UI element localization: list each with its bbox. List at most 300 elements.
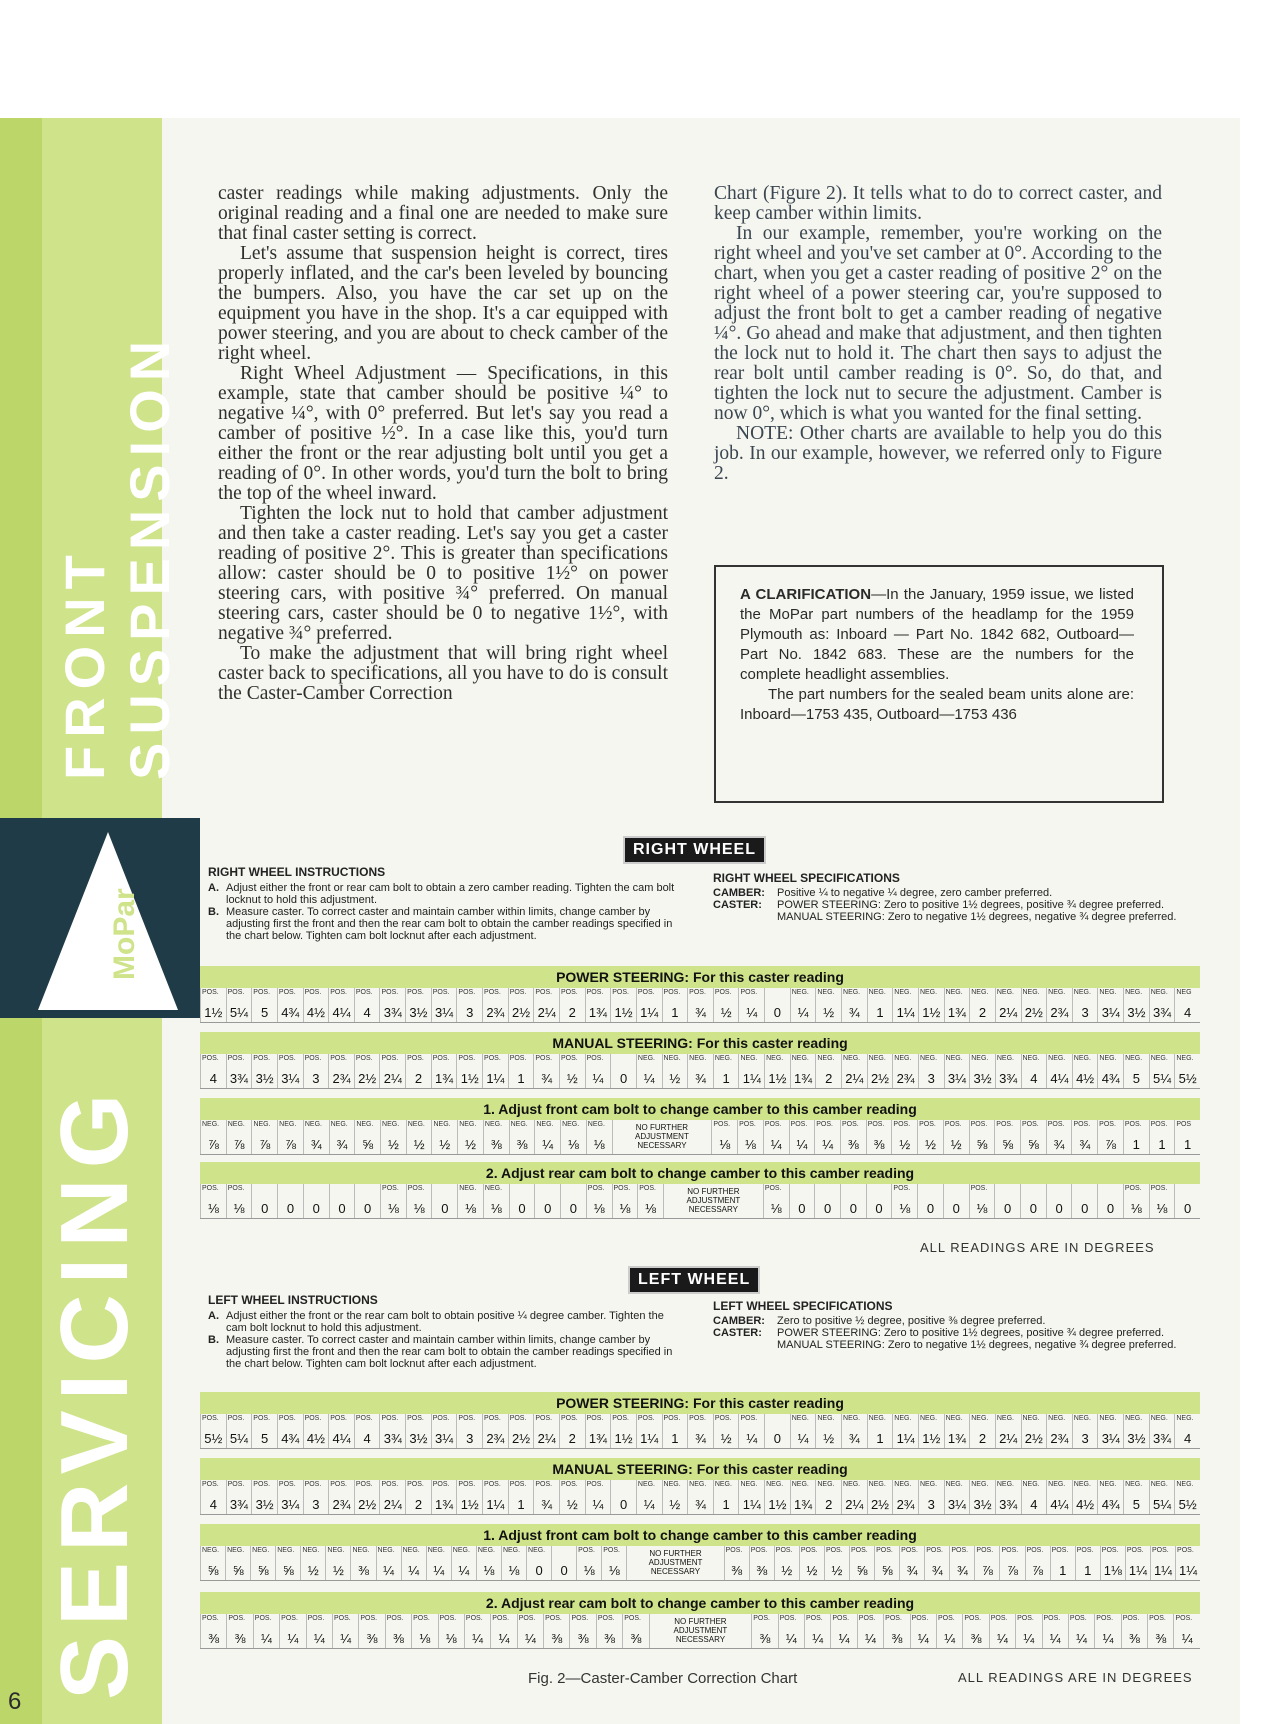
cell-value: 2¼ [999,1005,1018,1020]
cell-sign: NEG. [330,1121,348,1128]
camber-spec: Zero to positive ½ degree, positive ⅜ degree preferred. [777,1315,1046,1327]
cell-value: 0 [875,1201,883,1216]
chart-cell [711,1120,737,1154]
cell-value: 3 [312,1071,320,1086]
paragraph: Chart (Figure 2). It tells what to do to correct caster, and keep camber within limits. [714,183,1162,224]
cell-sign: NEG. [945,1481,963,1488]
cell-sign: POS. [509,1415,527,1422]
cell-value: 2 [825,1497,833,1512]
chart-cell [379,988,405,1022]
chart-cell [1097,1480,1123,1514]
cell-value: ¼ [1102,1631,1114,1646]
chart-cell [687,1414,713,1448]
cell-sign: NEG. [1022,1415,1040,1422]
cell-sign: POS. [278,1415,296,1422]
chart-cell [724,1546,749,1580]
cell-value: ⅞ [1105,1137,1116,1152]
chart-cell [636,1414,662,1448]
cell-value: 0 [1184,1201,1192,1216]
cell-sign: NEG. [356,1121,374,1128]
cell-sign: NEG. [919,989,938,996]
cell-value: ⅞ [285,1137,296,1152]
cell-sign: NEG. [766,1055,784,1062]
clarification-text: —In the January, 1959 issue, we listed the MoPar part numbers of the headlamp for the 1959 Plymouth as: Inboard — Part No. 1842 682, Outboard—Part No. 1842 683. These are the numbers for the complete headlight assemblies. [740,586,1135,683]
chart-cell [586,1184,612,1218]
cell-value: ¼ [746,1431,758,1446]
chart-cell [866,1184,892,1218]
chart-cell [303,1054,329,1088]
cell-sign: NEG. [843,989,861,996]
chart-cell [1021,1054,1047,1088]
cell-sign: POS. [964,1615,982,1622]
cell-sign: POS. [764,1185,782,1192]
cell-value: ¼ [785,1631,797,1646]
cell-sign: POS. [885,1615,902,1622]
readings-note: ALL READINGS ARE IN DEGREES [920,1240,1155,1255]
cell-value: ⅝ [856,1563,868,1578]
chart-cell [385,1614,411,1648]
chart-cell [277,1480,303,1514]
chart-cell [918,1054,944,1088]
chart-cell [457,1120,483,1154]
cell-sign: NEG. [817,1481,835,1488]
cell-value: 4¾ [281,1005,300,1020]
cell-sign: NEG. [868,989,886,996]
section-header: POWER STEERING: For this caster reading [200,966,1200,988]
chart-cell [456,1480,482,1514]
cell-value: 3¾ [383,1005,402,1020]
chart-cell [883,1614,909,1648]
chart-cell [303,988,329,1022]
chart-cell [277,1054,303,1088]
chart-cell [790,1054,816,1088]
cell-value: ½ [413,1137,425,1152]
cell-value: 0 [952,1201,960,1216]
chart-cell [438,1614,464,1648]
cell-sign: POS. [330,1481,347,1488]
cell-value: 0 [1004,1201,1012,1216]
cell-sign: POS. [202,1481,219,1488]
cell-value: 5 [1132,1071,1140,1086]
cell-sign: POS. [876,1547,893,1554]
readings-row [200,1546,1200,1581]
chart-cell [799,1546,824,1580]
cell-value: 2 [568,1005,576,1020]
chart-cell [713,1054,739,1088]
cell-value: 0 [798,1201,806,1216]
cell-sign: NEG. [407,1121,425,1128]
cell-value: ⅝ [207,1563,219,1578]
chart-cell [1149,1054,1175,1088]
cell-sign: NEG. [402,1547,420,1554]
cell-sign: NEG. [843,1415,861,1422]
chart-cell [918,1414,944,1448]
cell-value: ⅛ [413,1201,425,1216]
chart-cell [551,1546,576,1580]
cell-sign: NEG. [894,1481,912,1488]
chart-cell [200,1614,226,1648]
left-power-steering [200,1392,1200,1449]
chart-cell [814,1120,840,1154]
cell-value: 2¼ [845,1071,864,1086]
section-header: POWER STEERING: For this caster reading [200,1392,1200,1414]
cell-value: 1½ [922,1431,941,1446]
cell-value: ⅜ [234,1631,246,1646]
cell-value: ¼ [822,1137,834,1152]
cell-sign: NEG. [1048,1055,1066,1062]
cell-value: 3½ [973,1497,992,1512]
chart-cell [749,1546,774,1580]
clarification-lead: A CLARIFICATION [740,586,872,603]
cell-value: 5 [1132,1497,1140,1512]
cell-value: ⅜ [551,1631,563,1646]
cell-sign: POS. [407,1415,424,1422]
cell-value: ¼ [1076,1631,1088,1646]
chart-cell [1072,1414,1098,1448]
cell-value: 2¼ [383,1497,402,1512]
cell-sign: POS. [1150,1121,1168,1128]
cell-value: ¼ [542,1137,554,1152]
cell-value: 4 [209,1497,217,1512]
cell-sign: NEG. [1099,1415,1117,1422]
cell-sign: POS. [458,1055,476,1062]
chart-cell [1097,1184,1123,1218]
chart-cell [790,1480,816,1514]
cell-value: 0 [560,1563,568,1578]
right-wheel-instructions [208,866,680,942]
cell-value: 2 [978,1005,987,1020]
cell-value: ⅛ [770,1201,782,1216]
chart-cell [857,1614,883,1648]
chart-cell [585,1414,611,1448]
chart-cell [411,1614,437,1648]
cell-sign: POS. [901,1547,918,1554]
cell-value: 4 [1030,1071,1038,1086]
cell-sign: NEG. [894,989,912,996]
chart-cell [559,1414,585,1448]
cell-value: 4½ [306,1431,325,1446]
cell-value: 3 [1081,1431,1089,1446]
chart-cell [1068,1614,1094,1648]
chart-cell [300,1546,325,1580]
chart-cell [559,988,585,1022]
cell-value: 2 [825,1071,833,1086]
chart-cell [508,1054,534,1088]
paragraph: Tighten the lock nut to hold that camber adjustment and then take a caster reading. Let's say you get a caster reading of positive 2°. This is greater than specifications allow: caster should be 0 to positive 1½° on power steering cars, with positive ¾° preferred. On manual steering cars, caster should be 0 to negative 1½°, with negative ¾° preferred. [218,503,668,644]
chart-cell [840,1120,866,1154]
cell-value: 1¾ [947,1005,966,1020]
chart-cell [1072,988,1098,1022]
cell-sign: POS. [1026,1547,1044,1554]
cell-value: 2¾ [486,1005,505,1020]
cell-sign: POS. [1122,1615,1140,1622]
cell-value: 4 [1184,1431,1192,1446]
chart-cell [405,1414,431,1448]
cell-sign: POS. [1022,1121,1039,1128]
cell-sign: POS. [281,1615,298,1622]
cell-value: 1 [876,1431,884,1446]
chart-cell [944,988,970,1022]
cell-sign: NEG. [1048,1415,1066,1422]
cell-value: 1½ [460,1071,479,1086]
cell-value: 4¾ [281,1431,300,1446]
instructions-title: RIGHT WHEEL INSTRUCTIONS [208,865,386,879]
cell-value: 5¼ [1152,1071,1172,1086]
cell-value: ⅛ [568,1137,579,1152]
cell-sign: POS. [637,1415,655,1422]
page-number: 6 [8,1688,22,1715]
cell-sign: POS. [832,1615,850,1622]
chart-cell [814,1184,840,1218]
chart-cell [482,1054,508,1088]
cell-value: 1½ [204,1005,223,1020]
instruction-a: Adjust either the front or rear cam bolt to obtain a zero camber reading. Tighten the cam bolt locknut to hold this adjustment. [226,882,675,906]
cell-sign: NEG. [536,1121,554,1128]
cell-value: 3½ [409,1431,428,1446]
cell-sign: POS. [545,1615,562,1622]
cell-sign: POS. [227,989,245,996]
cell-sign: POS. [202,1055,219,1062]
cell-sign: POS. [355,1055,373,1062]
chart-cell [1046,988,1072,1022]
section-header: 2. Adjust rear cam bolt to change camber to this camber reading [200,1592,1200,1614]
cell-value: ½ [806,1563,818,1578]
cell-value: 0 [1106,1201,1115,1216]
chart-cell [464,1614,490,1648]
cell-value: ⅞ [1007,1563,1018,1578]
cell-value: ½ [950,1137,962,1152]
chart-cell [713,988,739,1022]
chart-cell [1174,988,1200,1022]
cell-sign: POS. [587,1185,605,1192]
chart-cell [303,1414,329,1448]
chart-cell [1174,1184,1200,1218]
cell-value: ¼ [498,1631,510,1646]
cell-value: 1½ [614,1431,633,1446]
chart-cell [841,1414,867,1448]
cell-value: 4 [1184,1005,1192,1020]
chart-cell [1050,1546,1075,1580]
chart-cell [1121,1614,1147,1648]
cell-value: 3¼ [1101,1005,1120,1020]
cell-sign: POS. [603,1547,620,1554]
cell-value: 2½ [358,1497,377,1512]
chart-cell [824,1546,849,1580]
cell-sign: POS. [330,1415,347,1422]
cell-sign: POS. [458,1481,476,1488]
cell-sign: POS. [407,1481,424,1488]
cell-sign: NEG. [202,1547,220,1554]
cell-sign: POS. [800,1547,818,1554]
cell-value: 3 [466,1431,474,1446]
chart-cell [1149,988,1175,1022]
cell-sign: POS. [278,1481,296,1488]
cell-value: ¼ [796,1137,808,1152]
cell-sign: POS. [919,1121,936,1128]
cell-sign: POS. [689,1415,706,1422]
chart-cell [328,1480,354,1514]
cell-sign: POS. [867,1121,885,1128]
chart-cell [1046,1054,1072,1088]
chart-cell [350,1546,375,1580]
chart-cell [405,1054,431,1088]
cell-sign: NEG. [894,1055,912,1062]
cell-sign: NEG. [1150,989,1168,996]
step-label: A. [208,882,219,894]
right-rear-bolt [200,1162,1200,1219]
chart-cell [277,1184,303,1218]
chart-cell [1097,1120,1123,1154]
chart-cell [790,1414,816,1448]
chart-cell [1097,1054,1123,1088]
left-wheel-instructions [208,1294,680,1370]
cell-sign: POS. [278,1055,296,1062]
cell-value: 3¼ [435,1005,454,1020]
readings-row [200,1414,1200,1449]
chart-cell [329,1184,355,1218]
cell-value: ⅛ [1130,1201,1142,1216]
cell-value: 0 [312,1201,320,1216]
specifications-title: RIGHT WHEEL SPECIFICATIONS [713,871,900,885]
chart-cell [279,1614,305,1648]
chart-cell [969,1184,995,1218]
chart-cell [764,1414,790,1448]
cell-sign: NEG. [689,1055,707,1062]
cell-sign: POS. [951,1547,969,1554]
cell-value: 1¼ [1153,1563,1173,1578]
chart-cell [1123,1414,1149,1448]
cell-sign: NEG. [1099,1481,1117,1488]
step-label: B. [208,906,219,918]
cell-value: ⅜ [1128,1631,1140,1646]
right-manual-steering [200,1032,1200,1089]
chart-cell [738,988,764,1022]
cell-value: ⅜ [756,1563,768,1578]
cell-value: ¼ [770,1137,782,1152]
cell-sign: NEG. [843,1481,861,1488]
cell-value: 2 [414,1071,423,1086]
cell-value: ¼ [997,1631,1008,1646]
chart-cell [815,1480,841,1514]
cell-value: ⅛ [719,1137,731,1152]
step-label: B. [208,1334,219,1346]
cell-sign: POS. [484,989,501,996]
chart-cell [713,1414,739,1448]
cell-value: ½ [333,1563,344,1578]
chart-cell [354,1120,380,1154]
chart-cell [533,1054,559,1088]
cell-sign: NEG. [919,1055,938,1062]
chart-cell [328,1054,354,1088]
cell-sign: POS. [612,989,629,996]
cell-value: 3¾ [1152,1005,1172,1020]
cell-value: 2¼ [537,1431,556,1446]
cell-sign: POS. [976,1547,994,1554]
cell-value: ⅛ [445,1631,457,1646]
chart-cell [892,988,918,1022]
chart-cell [764,1480,790,1514]
chart-cell [841,1480,867,1514]
chart-cell [508,1480,534,1514]
chart-cell [1150,1546,1175,1580]
camber-label: CAMBER: [713,887,765,899]
section-header: 2. Adjust rear cam bolt to change camber to this camber reading [200,1162,1200,1184]
chart-cell [226,1480,252,1514]
chart-cell [354,988,380,1022]
cell-sign: NEG. [304,1121,322,1128]
cell-value: ⅜ [490,1137,502,1152]
cell-sign: POS. [560,989,578,996]
chart-cell [226,1184,252,1218]
cell-value: 2 [414,1497,423,1512]
right-power-steering [200,966,1200,1023]
cell-value: NO FURTHER ADJUSTMENT NECESSARY [686,1187,741,1214]
readings-row [200,1054,1200,1089]
cell-sign: POS. [970,1121,988,1128]
cell-value: 3 [466,1005,474,1020]
cell-value: 4½ [306,1005,325,1020]
cell-sign: NEG. [277,1547,295,1554]
left-front-bolt [200,1524,1200,1581]
cell-sign: NEG. [971,1415,989,1422]
cell-value: 3¾ [999,1497,1018,1512]
cell-value: ½ [465,1137,476,1152]
cell-value: 2½ [1024,1431,1043,1446]
chart-cell [1020,1184,1046,1218]
chart-cell [737,1120,763,1154]
cell-value: 0 [773,1431,782,1446]
cell-value: 1½ [768,1071,787,1086]
chart-cell [251,1480,277,1514]
cell-value: ¼ [797,1431,809,1446]
cell-value: 1 [1132,1137,1140,1152]
cell-value: ¼ [643,1497,655,1512]
cell-value: ¼ [287,1631,299,1646]
cell-sign: POS. [458,1415,476,1422]
chart-cell [1174,1054,1200,1088]
cell-sign: POS. [304,1415,322,1422]
cell-value: 4½ [1076,1071,1095,1086]
cell-value: ⅜ [891,1631,903,1646]
cell-sign: NEG. [740,1055,758,1062]
chart-cell [426,1546,451,1580]
chart-cell [840,1184,866,1218]
cell-sign: POS. [304,1055,322,1062]
cell-value: 1¾ [588,1005,607,1020]
cell-sign: POS. [764,1121,782,1128]
cell-value: ⅝ [282,1563,294,1578]
cell-sign: NEG. [1176,1415,1194,1422]
cell-value: 1¾ [435,1071,454,1086]
cell-value: ½ [669,1071,681,1086]
cell-value: 2½ [511,1005,531,1020]
chart-cell [995,988,1021,1022]
chart-cell [253,1614,279,1648]
chart-cell [662,1054,688,1088]
cell-value: 2½ [870,1071,890,1086]
section-header: 1. Adjust front cam bolt to change camber to this camber reading [200,1098,1200,1120]
chart-cell [543,1614,569,1648]
cell-value: ½ [669,1497,681,1512]
chart-cell [226,1120,252,1154]
chart-cell [200,988,226,1022]
cell-sign: POS. [432,1055,450,1062]
caster-spec-ms: MANUAL STEERING: Zero to negative 1½ degrees, negative ¾ degree preferred. [777,1339,1177,1351]
cell-value: ¼ [643,1071,655,1086]
chart-cell [949,1546,974,1580]
chart-cell [662,988,688,1022]
text-column-1 [218,184,668,704]
